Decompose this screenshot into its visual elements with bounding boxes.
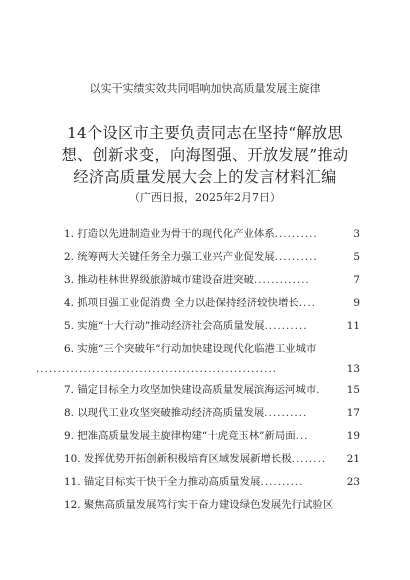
toc-leader: .......... [274, 228, 318, 240]
toc-leader: .......... [274, 251, 318, 263]
toc-page-number: 5 [353, 251, 360, 263]
toc-item-title: 统筹两大关键任务全力强工业兴产业促发展 [77, 251, 275, 263]
toc-item-title: 把准高质量发展主旋律构建“十虎竞玉林”新局面 [77, 430, 296, 442]
toc-item-number: 6. [64, 343, 74, 355]
toc-item-title: 发挥优势开拓创新积极培育区域发展新增长极 [83, 453, 292, 465]
toc-page-number: 3 [353, 228, 360, 240]
toc-item-number: 2. [64, 251, 74, 263]
toc-page-number: 19 [346, 430, 360, 442]
document-title: 14个设区市主要负责同志在坚持“解放思想、创新求变，向海图强、开放发展”推动经济高质量发展大会上的发言材料汇编 [61, 124, 349, 186]
toc-item-number: 1. [64, 228, 74, 240]
toc-item-4[interactable] [64, 295, 360, 311]
toc-item-8[interactable] [64, 405, 360, 421]
source-line: （广西日报，2025年2月7日） [129, 191, 281, 204]
toc-item-12[interactable] [64, 497, 360, 513]
toc-page-number: 13 [346, 363, 360, 375]
toc-item-number: 10. [64, 453, 81, 465]
toc-item-title: 聚焦高质量发展笃行实干奋力建设绿色发展先行试验区 [83, 499, 334, 511]
toc-item-9[interactable] [64, 428, 360, 444]
toc-leader: .... [298, 297, 316, 309]
toc-item-title: 以现代工业攻坚突破推动经济高质量发展 [77, 407, 265, 419]
toc-item-3[interactable] [64, 272, 360, 288]
toc-item-title: 实施“三个突破年”行动加快建设现代化临港工业城市 [77, 343, 317, 355]
toc-page-number: 7 [353, 274, 360, 286]
toc-item-number: 12. [64, 499, 81, 511]
toc-leader: ........................................................ [36, 363, 277, 375]
toc-item-5[interactable] [64, 318, 360, 334]
toc-item-title: 实施“十大行动”推动经济社会高质量发展 [77, 320, 265, 332]
toc-item-1[interactable] [64, 226, 360, 242]
toc-item-title: 抓项目强工业促消费 全力以赴保持经济较快增长 [77, 297, 299, 309]
toc-item-number: 7. [64, 384, 74, 396]
toc-item-number: 4. [64, 297, 74, 309]
toc-item-6[interactable] [64, 341, 360, 357]
toc-item-title: 锚定目标全力攻坚加快建设高质量发展滨海运河城市 [77, 384, 317, 396]
toc-item-number: 11. [64, 476, 81, 488]
toc-leader: .......... [260, 476, 304, 488]
toc-item-title: 推动桂林世界级旅游城市建设奋进突破 [77, 274, 254, 286]
toc-item-6-continuation[interactable] [36, 361, 360, 377]
toc-leader: ............. [253, 274, 310, 286]
toc-item-number: 3. [64, 274, 74, 286]
toc-page-number: 23 [346, 476, 360, 488]
toc-item-11[interactable] [64, 474, 360, 490]
toc-item-number: 9. [64, 430, 74, 442]
toc-leader: ... [295, 430, 309, 442]
toc-item-7[interactable] [64, 382, 360, 398]
toc-page-number: 11 [346, 320, 360, 332]
toc-page-number: 15 [346, 384, 360, 396]
toc-item-10[interactable] [64, 451, 360, 467]
toc-page-number: 9 [353, 297, 360, 309]
toc-item-title: 锚定目标实干快干全力推动高质量发展 [83, 476, 261, 488]
toc-item-number: 5. [64, 320, 74, 332]
toc-page-number: 17 [346, 407, 360, 419]
toc-item-number: 8. [64, 407, 74, 419]
toc-item-title: 打造以先进制造业为骨干的现代化产业体系 [77, 228, 275, 240]
toc-leader: .......... [264, 407, 308, 419]
toc-item-2[interactable] [64, 249, 360, 265]
toc-leader: ........ [291, 453, 327, 465]
toc-leader: . [316, 384, 321, 396]
toc-page-number: 21 [346, 453, 360, 465]
section-subtitle: 以实干实绩实效共同唱响加快高质量发展主旋律 [89, 82, 321, 95]
toc-leader: .......... [264, 320, 308, 332]
